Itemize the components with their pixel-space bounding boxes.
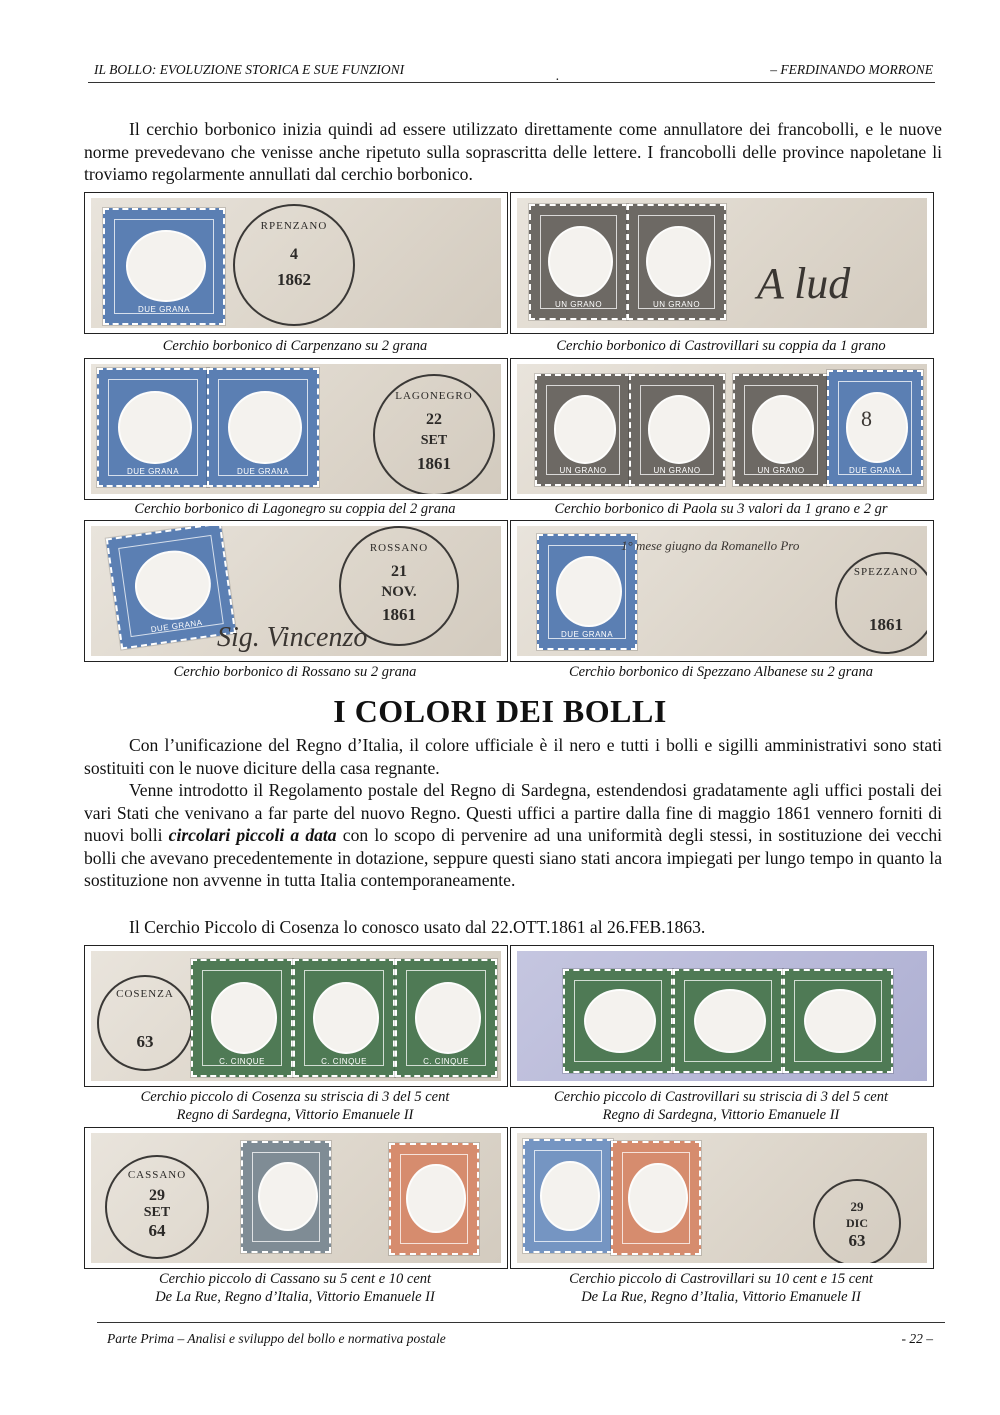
figure-image — [517, 1133, 927, 1263]
page-footer — [97, 1322, 945, 1346]
stamp-2-grana: DUE GRANA — [97, 368, 209, 487]
caption-lagonegro: Cerchio borbonico di Lagonegro su coppia del 2 grana — [134, 501, 456, 517]
postmark-carpenzano: RPENZANO 4 1862 — [233, 204, 355, 326]
stamp-5-cent — [563, 969, 673, 1073]
figure-image — [91, 526, 501, 656]
figure-lagonegro — [84, 358, 508, 500]
stamp-2-grana: DUE GRANA — [106, 526, 236, 650]
figure-spezzano — [510, 520, 934, 662]
emphasis-circolari: circolari piccoli a data — [168, 825, 337, 845]
stamp-1-grano: UN GRANO — [627, 204, 726, 320]
postmark-rossano: ROSSANO 21 NOV. 1861 — [339, 526, 459, 646]
header-dot: . — [556, 68, 560, 83]
stamp-1-grano: UN GRANO — [733, 374, 829, 486]
figure-rossano — [84, 520, 508, 662]
postmark-cosenza: COSENZA 63 — [97, 975, 193, 1071]
caption-carpenzano: Cerchio borbonico di Carpenzano su 2 grana — [162, 338, 428, 354]
caption-rossano: Cerchio borbonico di Rossano su 2 grana — [173, 664, 417, 680]
postmark-paola-day: 8 — [861, 406, 872, 431]
caption-cassano: Cerchio piccolo di Cassano su 5 cent e 10 cent De La Rue, Regno d’Italia, Vittorio Emanuele II — [155, 1271, 435, 1305]
stamp-5-cent — [673, 969, 783, 1073]
figure-image — [91, 1133, 501, 1263]
stamp-10-cent-de-la-rue — [389, 1143, 479, 1255]
intro-paragraph: Il cerchio borbonico inizia quindi ad essere utilizzato direttamente come annullatore dei francobolli, e le nuove norme prevedevano che venisse anche ripetuto sulla soprascritta delle lettere. I francobolli delle province napoletane li troviamo regolarmente annullati dal cerchio borbonico. — [84, 119, 942, 184]
stamp-5-cent: C. CINQUE — [395, 959, 497, 1077]
figure-image — [91, 364, 501, 494]
figure-image — [517, 364, 927, 494]
stamp-2-grana: DUE GRANA — [207, 368, 319, 487]
stamp-1-grano: UN GRANO — [529, 204, 628, 320]
caption-castrovillari-2: Cerchio piccolo di Castrovillari su striscia di 3 del 5 cent Regno di Sardegna, Vittorio Emanuele II — [553, 1089, 888, 1123]
figure-castrovillari-1 — [510, 192, 934, 334]
stamp-2-grana: DUE GRANA — [537, 534, 637, 650]
figure-carpenzano — [84, 192, 508, 334]
caption-paola: Cerchio borbonico di Paola su 3 valori da 1 grano e 2 gr — [554, 501, 888, 517]
figure-image — [517, 526, 927, 656]
header-title: IL BOLLO: EVOLUZIONE STORICA E SUE FUNZIONI — [94, 62, 405, 77]
figure-cosenza — [84, 945, 508, 1087]
stamp-15-cent-de-la-rue — [611, 1141, 701, 1255]
paragraph-regolamento: Venne introdotto il Regolamento postale del Regno di Sardegna, estendendosi gradatamente agli uffici postali dei vari Stati che venivano a far parte del nuovo Regno. Questi uffici a partire dalla fine di maggio 1861 vennero forniti di nuovi bolli circolari piccoli a data con lo scopo di pervenire ad una uniformità degli stessi, in sostituzione dei vecchi bolli che avevano precedentemente in dotazione, seppure questi siano stati ancora impiegati per lungo tempo in quanto la sostituzione non avvenne in tutta Italia contemporaneamente. — [84, 780, 943, 890]
section-title: I COLORI DEI BOLLI — [333, 693, 667, 729]
postmark-lagonegro: LAGONEGRO 22 SET 1861 — [373, 374, 495, 494]
figure-castrovillari-2 — [510, 945, 934, 1087]
figure-image — [517, 198, 927, 328]
caption-spezzano: Cerchio borbonico di Spezzano Albanese su 2 grana — [568, 664, 874, 680]
caption-cosenza: Cerchio piccolo di Cosenza su striscia di 3 del 5 cent Regno di Sardegna, Vittorio Emanuele II — [140, 1089, 450, 1123]
stamp-1-grano: UN GRANO — [535, 374, 631, 486]
page-number: - 22 – — [901, 1331, 933, 1346]
paragraph-cosenza: Il Cerchio Piccolo di Cosenza lo conosco usato dal 22.OTT.1861 al 26.FEB.1863. — [129, 917, 706, 937]
paragraph-unificazione: Con l’unificazione del Regno d’Italia, il colore ufficiale è il nero e tutti i bolli e sigilli amministrativi sono stati sostituiti con le nuove diciture della casa regnante. — [84, 735, 942, 778]
figure-castrovillari-3 — [510, 1127, 934, 1269]
handwriting: A lud — [757, 259, 851, 308]
figure-image — [517, 951, 927, 1081]
stamp-5-cent: C. CINQUE — [191, 959, 293, 1077]
stamp-2-grana: DUE GRANA — [827, 370, 923, 486]
page-header — [88, 60, 935, 83]
caption-castrovillari-1: Cerchio borbonico di Castrovillari su coppia da 1 grano — [556, 338, 886, 354]
stamp-5-cent — [783, 969, 893, 1073]
handwriting: Sig. Vincenzo — [217, 622, 368, 653]
figure-paola — [510, 358, 934, 500]
stamp-5-cent: C. CINQUE — [293, 959, 395, 1077]
stamp-5-cent-de-la-rue — [241, 1141, 331, 1253]
postmark-spezzano: SPEZZANO 1861 — [835, 552, 927, 654]
header-author: – FERDINANDO MORRONE — [770, 62, 933, 77]
stamp-2-grana: DUE GRANA — [103, 208, 225, 325]
caption-castrovillari-3: Cerchio piccolo di Castrovillari su 10 cent e 15 cent De La Rue, Regno d’Italia, Vittorio Emanuele II — [569, 1271, 873, 1305]
stamp-1-grano: UN GRANO — [629, 374, 725, 486]
handwriting: 1° mese giugno da Romanello Pro — [621, 538, 800, 553]
figure-cassano — [84, 1127, 508, 1269]
figure-image — [91, 198, 501, 328]
postmark-cassano: CASSANO 29 SET 64 — [105, 1155, 209, 1259]
figure-image — [91, 951, 501, 1081]
postmark-castrovillari: 29 DIC 63 — [813, 1179, 901, 1263]
stamp-10-cent-de-la-rue — [523, 1139, 613, 1253]
footer-section: Parte Prima – Analisi e sviluppo del bollo e normativa postale — [107, 1331, 446, 1346]
